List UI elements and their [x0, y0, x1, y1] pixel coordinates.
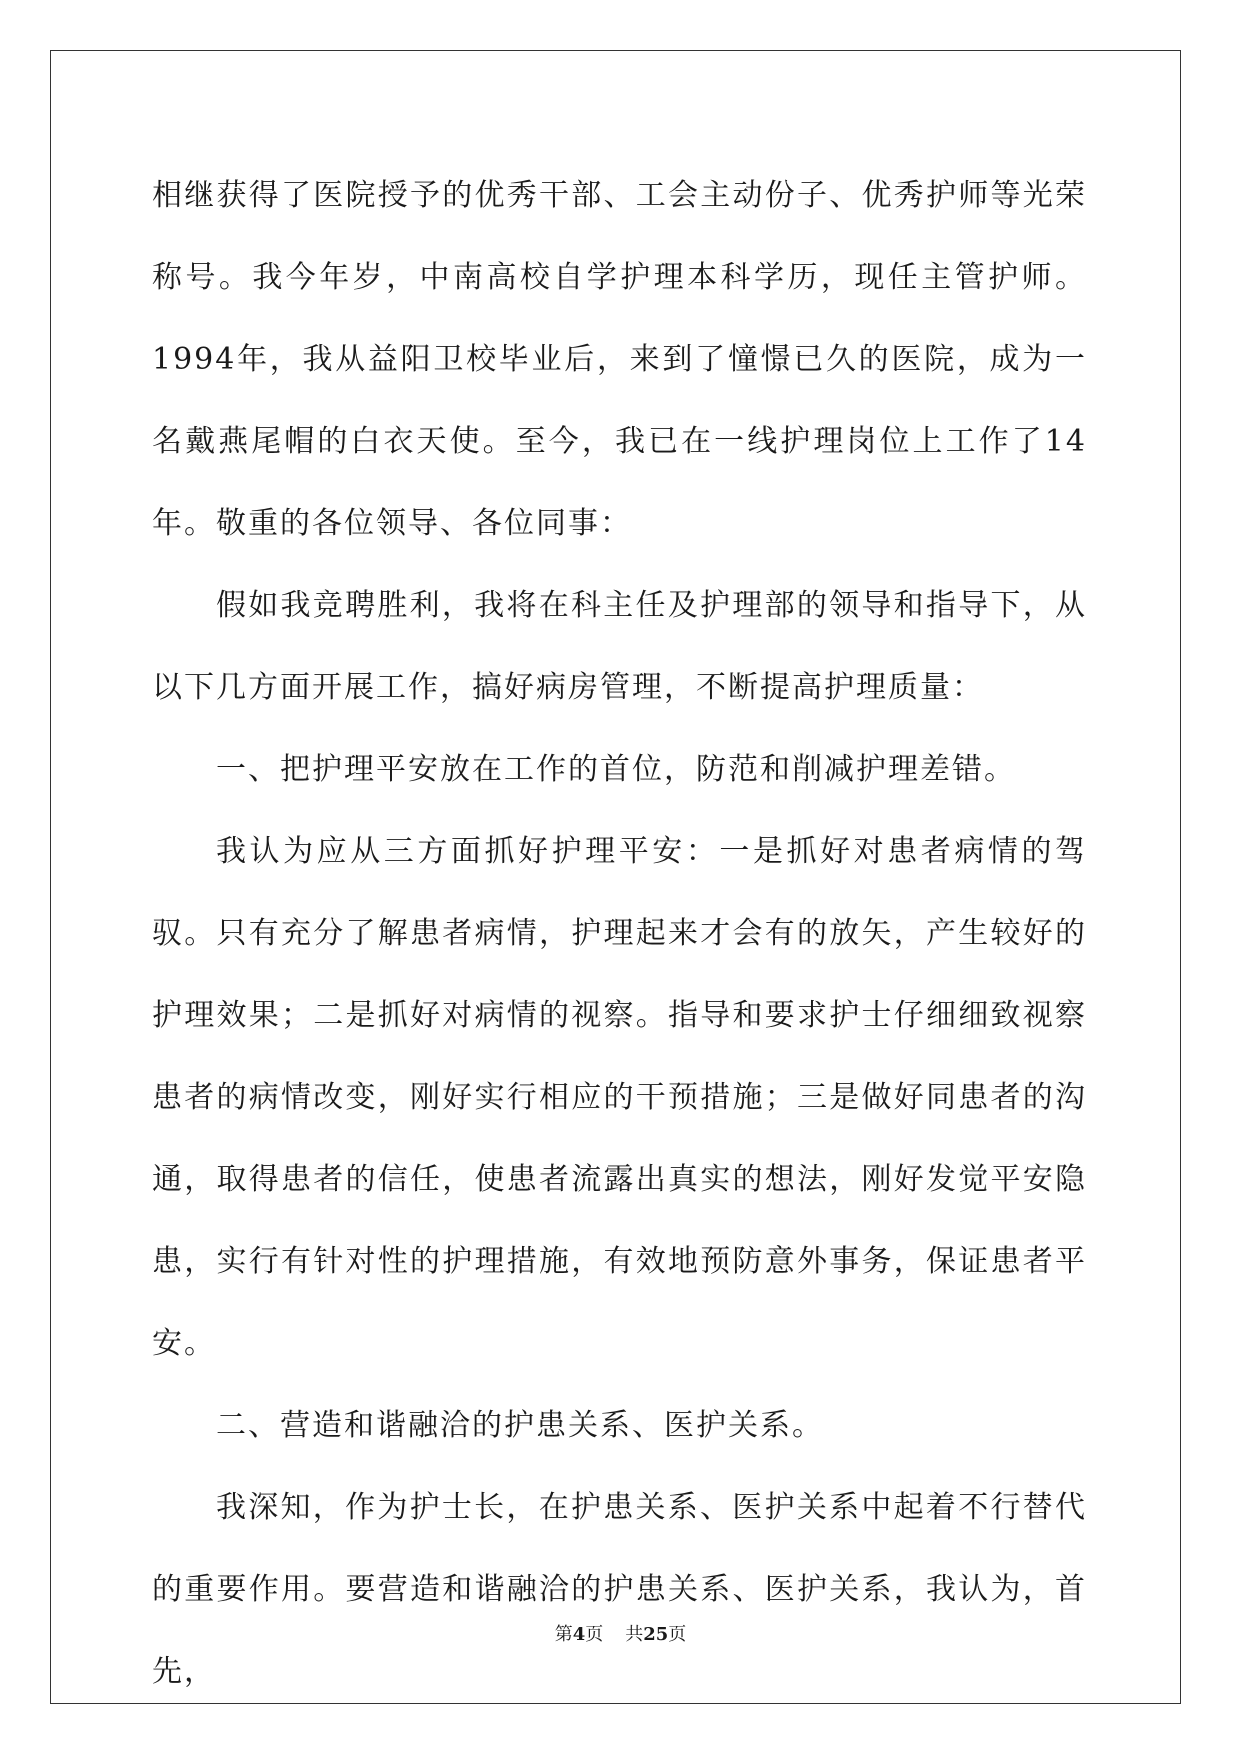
total-prefix: 共: [625, 1624, 644, 1645]
section-heading: 二、营造和谐融洽的护患关系、医护关系。: [216, 1408, 824, 1443]
document-body: [152, 155, 1087, 1713]
paragraph: 相继获得了医院授予的优秀干部、工会主动份子、优秀护师等光荣称号。我今年岁，中南高校自学护理本科学历，现任主管护师。1994年，我从益阳卫校毕业后，来到了憧憬已久的医院，成为一名戴燕尾帽的白衣天使。至今，我已在一线护理岗位上工作了14年。敬重的各位领导、各位同事：: [152, 178, 1087, 541]
paragraph: 我深知，作为护士长，在护患关系、医护关系中起着不行替代的重要作用。要营造和谐融洽的护患关系、医护关系，我认为，首先，: [152, 1490, 1087, 1689]
page-suffix: 页: [585, 1624, 604, 1645]
total-pages: 25: [643, 1624, 669, 1645]
page-footer: [0, 1620, 1241, 1646]
paragraph: 我认为应从三方面抓好护理平安：一是抓好对患者病情的驾驭。只有充分了解患者病情，护理起来才会有的放矢，产生较好的护理效果；二是抓好对病情的视察。指导和要求护士仔细细致视察患者的病情改变，刚好实行相应的干预措施；三是做好同患者的沟通，取得患者的信任，使患者流露出真实的想法，刚好发觉平安隐患，实行有针对性的护理措施，有效地预防意外事务，保证患者平安。: [152, 834, 1087, 1361]
page-prefix: 第: [554, 1624, 573, 1645]
paragraph: 假如我竞聘胜利，我将在科主任及护理部的领导和指导下，从以下几方面开展工作，搞好病房管理，不断提高护理质量：: [152, 588, 1087, 705]
total-suffix: 页: [668, 1624, 687, 1645]
section-heading: 一、把护理平安放在工作的首位，防范和削减护理差错。: [216, 752, 1016, 787]
page-number: 4: [572, 1624, 586, 1645]
